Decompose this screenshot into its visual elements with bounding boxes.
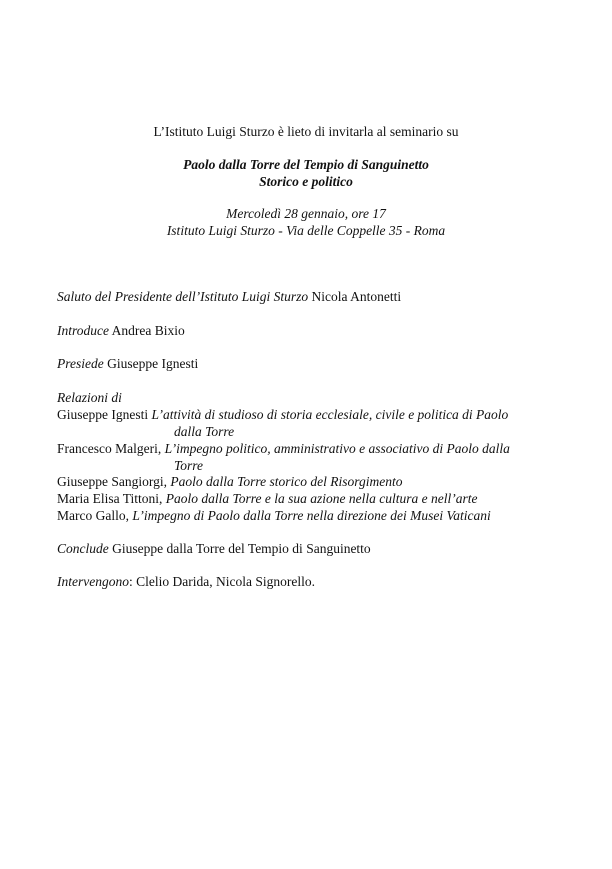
- saluto-name: Nicola Antonetti: [308, 289, 402, 304]
- intervengono-names: : Clelio Darida, Nicola Signorello.: [128, 574, 315, 589]
- invite-line: L’Istituto Luigi Sturzo è lieto di invitarla al seminario su: [153, 124, 459, 139]
- presiede-role: Presiede: [57, 356, 104, 371]
- seminar-subtitle: Storico e politico: [259, 174, 353, 189]
- saluto-role: Saluto del Presidente dell’Istituto Luigi Sturzo: [57, 289, 309, 304]
- conclude-line: [57, 540, 371, 557]
- relazioni-heading: Relazioni di: [57, 390, 122, 405]
- speaker-name: Maria Elisa Tittoni,: [57, 491, 166, 506]
- speaker-name: Giuseppe Ignesti: [57, 407, 152, 422]
- introduce-role: Introduce: [57, 323, 109, 338]
- relazione-2-cont: Torre: [174, 458, 204, 473]
- date-line: Mercoledì 28 gennaio, ore 17: [226, 206, 386, 221]
- conclude-role: Conclude: [57, 541, 109, 556]
- talk-title: Paolo dalla Torre e la sua azione nella cultura e nell’arte: [165, 491, 478, 506]
- speaker-name: Marco Gallo,: [57, 508, 133, 523]
- conclude-name: Giuseppe dalla Torre del Tempio di Sanguinetto: [108, 541, 371, 556]
- presiede-line: [57, 355, 198, 372]
- relazione-3: [57, 473, 403, 490]
- talk-title: Paolo dalla Torre storico del Risorgimento: [170, 474, 403, 489]
- relazione-2: [57, 440, 510, 457]
- talk-title: L’attività di studioso di storia ecclesiale, civile e politica di Paolo: [151, 407, 509, 422]
- relazione-1-cont: dalla Torre: [174, 424, 235, 439]
- intervengono-role: Intervengono: [57, 574, 129, 589]
- venue-line: Istituto Luigi Sturzo - Via delle Coppelle 35 - Roma: [166, 223, 446, 238]
- saluto-line: [57, 288, 401, 305]
- intervengono-line: [57, 573, 315, 590]
- presiede-name: Giuseppe Ignesti: [103, 356, 199, 371]
- introduce-name: Andrea Bixio: [108, 323, 185, 338]
- relazione-1: [57, 406, 508, 423]
- relazione-4: [57, 490, 478, 507]
- speaker-name: Francesco Malgeri,: [57, 441, 165, 456]
- introduce-line: [57, 322, 185, 339]
- talk-title: L’impegno politico, amministrativo e associativo di Paolo dalla: [164, 441, 510, 456]
- seminar-title: Paolo dalla Torre del Tempio di Sanguinetto: [183, 157, 429, 172]
- speaker-name: Giuseppe Sangiorgi,: [57, 474, 171, 489]
- talk-title: L’impegno di Paolo dalla Torre nella direzione dei Musei Vaticani: [132, 508, 491, 523]
- relazione-5: [57, 507, 491, 524]
